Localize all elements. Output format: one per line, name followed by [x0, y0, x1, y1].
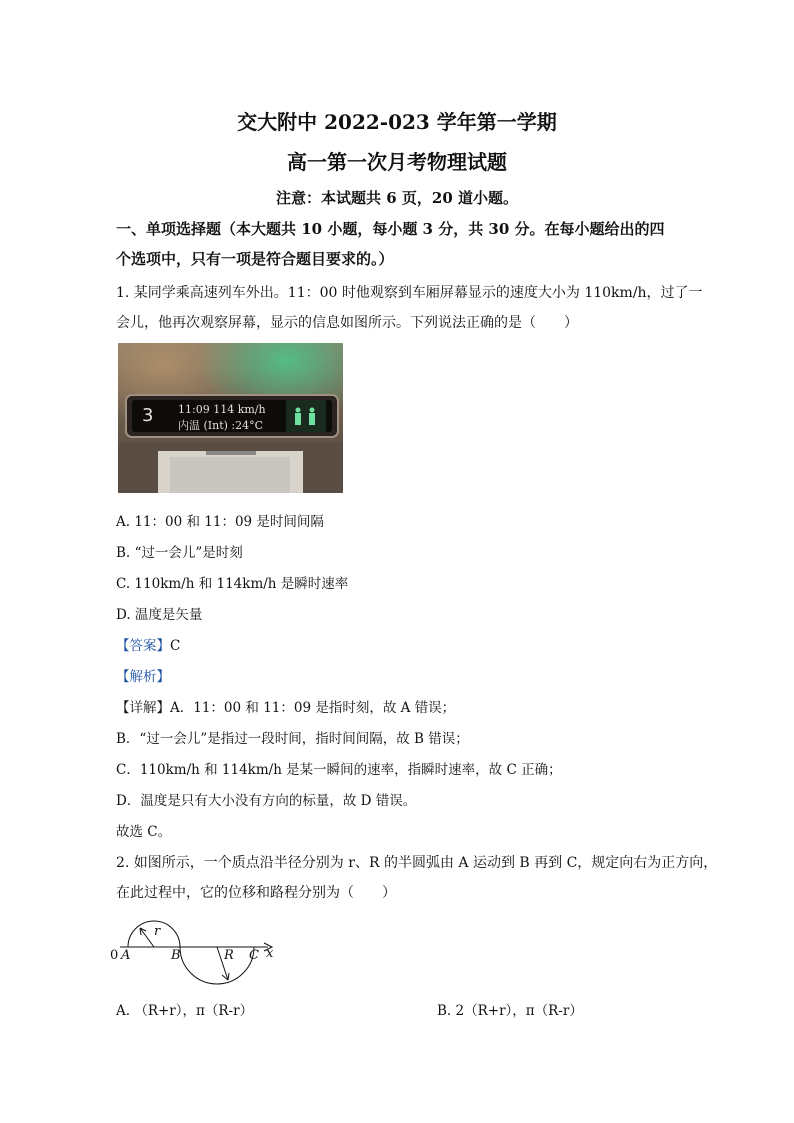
q1-option-d: D. 温度是矢量 — [116, 607, 203, 623]
q1-option-b: B. “过一会儿”是时刻 — [116, 545, 243, 561]
q2-option-a: A. （R+r），π（R-r） — [116, 1003, 254, 1019]
q1-stem-line1: 1. 某同学乘高速列车外出。11：00 时他观察到车厢屏幕显示的速度大小为 110km/h，过了一 — [116, 285, 703, 301]
q1-conclusion: 故选 C。 — [116, 824, 172, 840]
semicircle-path-diagram — [110, 912, 290, 987]
screen-car-number: 3 — [142, 405, 154, 426]
q1-answer — [116, 634, 180, 654]
analysis-tag: 【解析】 — [116, 669, 170, 685]
section-heading-line1: 一、单项选择题（本大题共 10 小题，每小题 3 分，共 30 分。在每小题给出的四 — [116, 220, 665, 238]
q1-option-c: C. 110km/h 和 114km/h 是瞬时速率 — [116, 576, 349, 592]
q1-detail-line4: D．温度是只有大小没有方向的标量，故 D 错误。 — [116, 793, 417, 809]
train-screen-photo — [118, 343, 343, 493]
q1-detail-line2: B．“过一会儿”是指过一段时间，指时间间隔，故 B 错误； — [116, 731, 469, 747]
label-origin: 0 — [110, 948, 119, 963]
q1-detail-line1: 【详解】A．11：00 和 11：09 是指时刻，故 A 错误； — [116, 700, 456, 716]
q2-diagram — [110, 912, 290, 987]
screen-line1: 11:09 114 km/h — [178, 403, 266, 416]
label-big-r: R — [224, 948, 234, 963]
q1-stem-line2: 会儿，他再次观察屏幕，显示的信息如图所示。下列说法正确的是（ ） — [116, 315, 578, 331]
label-a: A — [121, 948, 131, 963]
exam-title-line2: 高一第一次月考物理试题 — [287, 150, 507, 174]
answer-tag: 【答案】 — [116, 638, 170, 654]
exam-title-line1: 交大附中 2022-023 学年第一学期 — [237, 110, 557, 134]
answer-value: C — [170, 638, 181, 654]
label-c: C — [249, 948, 259, 963]
screen-line2: 内温 (Int) :24°C — [178, 419, 264, 432]
q2-option-b: B. 2（R+r），π（R-r） — [437, 1003, 583, 1019]
label-small-r: r — [154, 924, 161, 939]
exam-notice: 注意：本试题共 6 页，20 道小题。 — [276, 189, 518, 207]
label-b: B — [171, 948, 181, 963]
q2-stem-line1: 2. 如图所示，一个质点沿半径分别为 r、R 的半圆弧由 A 运动到 B 再到 C，规定向右为正方向， — [116, 855, 718, 871]
q1-detail-line3: C．110km/h 和 114km/h 是某一瞬间的速率，指瞬时速率，故 C 正确； — [116, 762, 562, 778]
label-x-axis: x — [266, 946, 274, 961]
section-heading-line2: 个选项中，只有一项是符合题目要求的。） — [116, 250, 394, 268]
q1-option-a: A. 11：00 和 11：09 是时间间隔 — [116, 514, 324, 530]
q2-stem-line2: 在此过程中，它的位移和路程分别为（ ） — [116, 885, 396, 901]
